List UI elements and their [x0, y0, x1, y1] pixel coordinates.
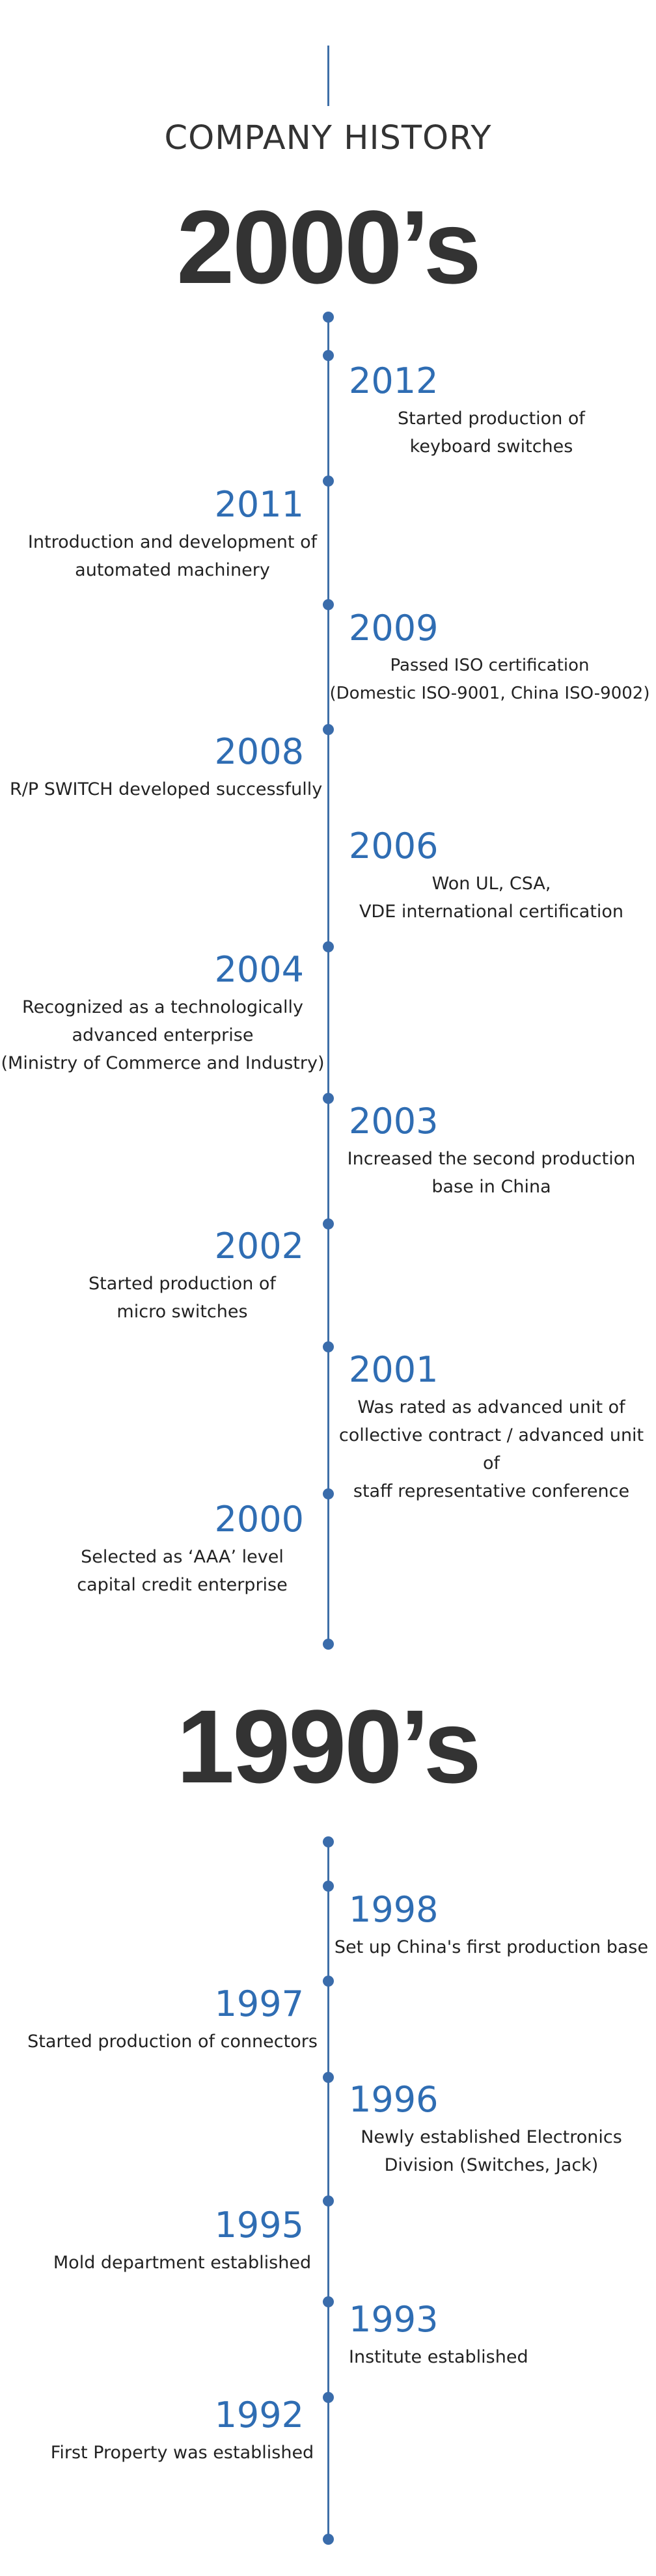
milestone-year: 1997: [214, 1983, 304, 2024]
milestone-1998: [329, 1886, 654, 1961]
milestone-description: Started production of keyboard switches: [398, 409, 585, 457]
decade-title-1990s: 1990’s: [176, 1688, 480, 1805]
milestone-2001: [329, 1347, 654, 1505]
milestone-1995: [0, 2202, 325, 2277]
timeline-dot: [323, 312, 334, 323]
milestone-year: 2008: [214, 731, 304, 772]
milestone-2000: [0, 1496, 325, 1599]
milestone-2002: [0, 1223, 325, 1326]
milestone-year: 1992: [214, 2395, 304, 2435]
page-title: COMPANY HISTORY: [164, 119, 492, 157]
top-connector-line: [327, 46, 329, 106]
milestone-description: Newly established Electronics Division (Switches, Jack): [361, 2127, 622, 2175]
milestone-2003: [329, 1098, 654, 1201]
milestone-year: 2002: [214, 1226, 304, 1267]
milestone-year: 1998: [349, 1889, 439, 1930]
milestone-description: Started production of micro switches: [89, 1274, 276, 1322]
milestone-1992: [0, 2392, 325, 2467]
timeline-dot: [323, 2534, 334, 2545]
milestone-2012: [329, 358, 654, 461]
milestone-description: R/P SWITCH developed successfully: [10, 779, 323, 799]
milestone-description: Set up China's first production base: [334, 1937, 649, 1957]
milestone-description: Was rated as advanced unit of collective contract / advanced unit of staff representative conference: [338, 1397, 644, 1501]
milestone-2006: [329, 823, 654, 926]
milestone-2009: [329, 605, 654, 708]
milestone-year: 1993: [349, 2299, 439, 2340]
milestone-year: 2011: [214, 484, 304, 525]
milestone-2011: [0, 481, 325, 584]
milestone-description: Mold department established: [53, 2253, 312, 2273]
milestone-description: Increased the second production base in China: [347, 1149, 636, 1197]
milestone-description: Passed ISO certification (Domestic ISO-9001, China ISO-9002): [329, 656, 650, 703]
milestone-year: 2004: [214, 949, 304, 990]
milestone-1997: [0, 1981, 325, 2056]
milestone-description: First Property was established: [50, 2443, 314, 2463]
milestone-year: 2000: [214, 1499, 304, 1540]
milestone-year: 2006: [349, 825, 439, 866]
milestone-description: Won UL, CSA, VDE international certification: [359, 874, 624, 922]
timeline-dot: [323, 1836, 334, 1847]
milestone-year: 2003: [349, 1101, 439, 1142]
milestone-year: 2009: [349, 608, 439, 649]
milestone-2004: [0, 946, 325, 1077]
milestone-1993: [329, 2296, 654, 2371]
milestone-description: Introduction and development of automated machinery: [27, 532, 318, 580]
milestone-2008: [0, 729, 325, 803]
milestone-description: Recognized as a technologically advanced enterprise (Ministry of Commerce and Industry): [1, 997, 325, 1073]
milestone-year: 1995: [214, 2205, 304, 2246]
milestone-description: Started production of connectors: [27, 2032, 318, 2052]
milestone-1996: [329, 2076, 654, 2179]
milestone-description: Institute established: [349, 2347, 528, 2367]
milestone-description: Selected as ‘AAA’ level capital credit enterprise: [77, 1547, 288, 1595]
milestone-year: 2012: [349, 360, 439, 401]
decade-title-2000s: 2000’s: [176, 189, 480, 305]
milestone-year: 1996: [349, 2079, 439, 2120]
milestone-year: 2001: [349, 1349, 439, 1390]
timeline-dot: [323, 1639, 334, 1650]
